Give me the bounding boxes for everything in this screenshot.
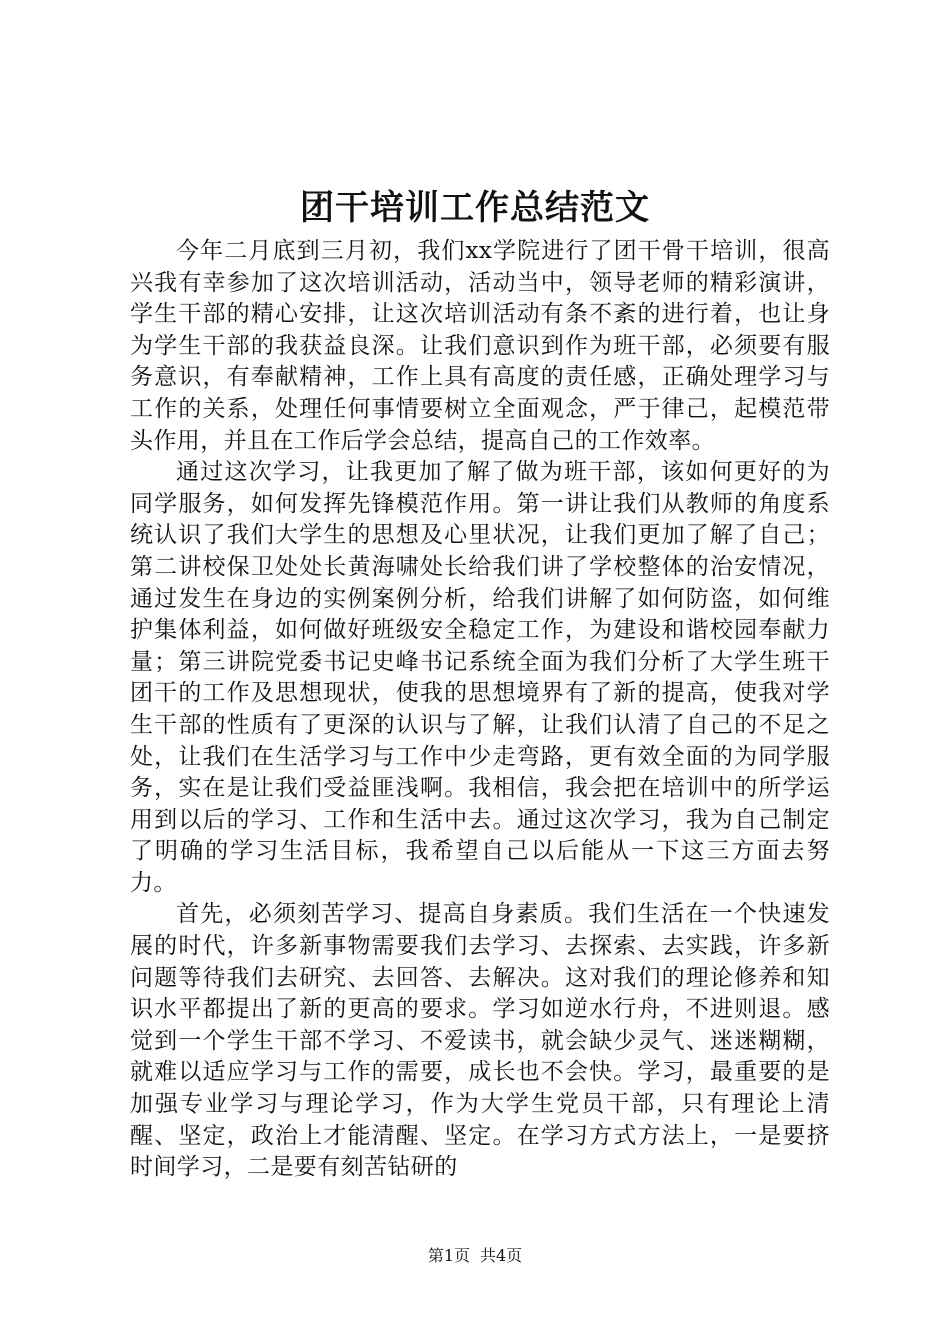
page-number: 第1页 bbox=[427, 1246, 470, 1265]
page-total: 共4页 bbox=[480, 1246, 523, 1265]
paragraph-3: 首先，必须刻苦学习、提高自身素质。我们生活在一个快速发展的时代，许多新事物需要我们去学习、去探索、去实践，许多新问题等待我们去研究、去回答、去解决。这对我们的理论修养和知识水平都提出了新的更高的要求。学习如逆水行舟，不进则退。感觉到一个学生干部不学习、不爱读书，就会缺少灵气、迷迷糊糊，就难以适应学习与工作的需要，成长也不会快。学习，最重要的是加强专业学习与理论学习，作为大学生党员干部，只有理论上清醒、坚定，政治上才能清醒、坚定。在学习方式方法上，一是要挤时间学习，二是要有刻苦钻研的 bbox=[130, 901, 830, 1181]
page-footer bbox=[0, 1244, 950, 1268]
document-body bbox=[130, 236, 830, 1184]
document-title: 团干培训工作总结范文 bbox=[300, 188, 650, 228]
paragraph-1: 今年二月底到三月初，我们xx学院进行了团干骨干培训，很高兴我有幸参加了这次培训活动，活动当中，领导老师的精彩演讲，学生干部的精心安排，让这次培训活动有条不紊的进行着，也让身为学生干部的我获益良深。让我们意识到作为班干部，必须要有服务意识，有奉献精神，工作上具有高度的责任感，正确处理学习与工作的关系，处理任何事情要树立全面观念，严于律己，起模范带头作用，并且在工作后学会总结，提高自己的工作效率。 bbox=[130, 238, 830, 454]
paragraph-2: 通过这次学习，让我更加了解了做为班干部，该如何更好的为同学服务，如何发挥先锋模范作用。第一讲让我们从教师的角度系统认识了我们大学生的思想及心里状况，让我们更加了解了自己；第二讲校保卫处处长黄海啸处长给我们讲了学校整体的治安情况，通过发生在身边的实例案例分析，给我们讲解了如何防盗，如何维护集体利益，如何做好班级安全稳定工作，为建设和谐校园奉献力量；第三讲院党委书记史峰书记系统全面为我们分析了大学生班干团干的工作及思想现状，使我的思想境界有了新的提高，使我对学生干部的性质有了更深的认识与了解，让我们认清了自己的不足之处，让我们在生活学习与工作中少走弯路，更有效全面的为同学服务，实在是让我们受益匪浅啊。我相信，我会把在培训中的所学运用到以后的学习、工作和生活中去。通过这次学习，我为自己制定了明确的学习生活目标，我希望自己以后能从一下这三方面去努力。 bbox=[130, 459, 830, 896]
